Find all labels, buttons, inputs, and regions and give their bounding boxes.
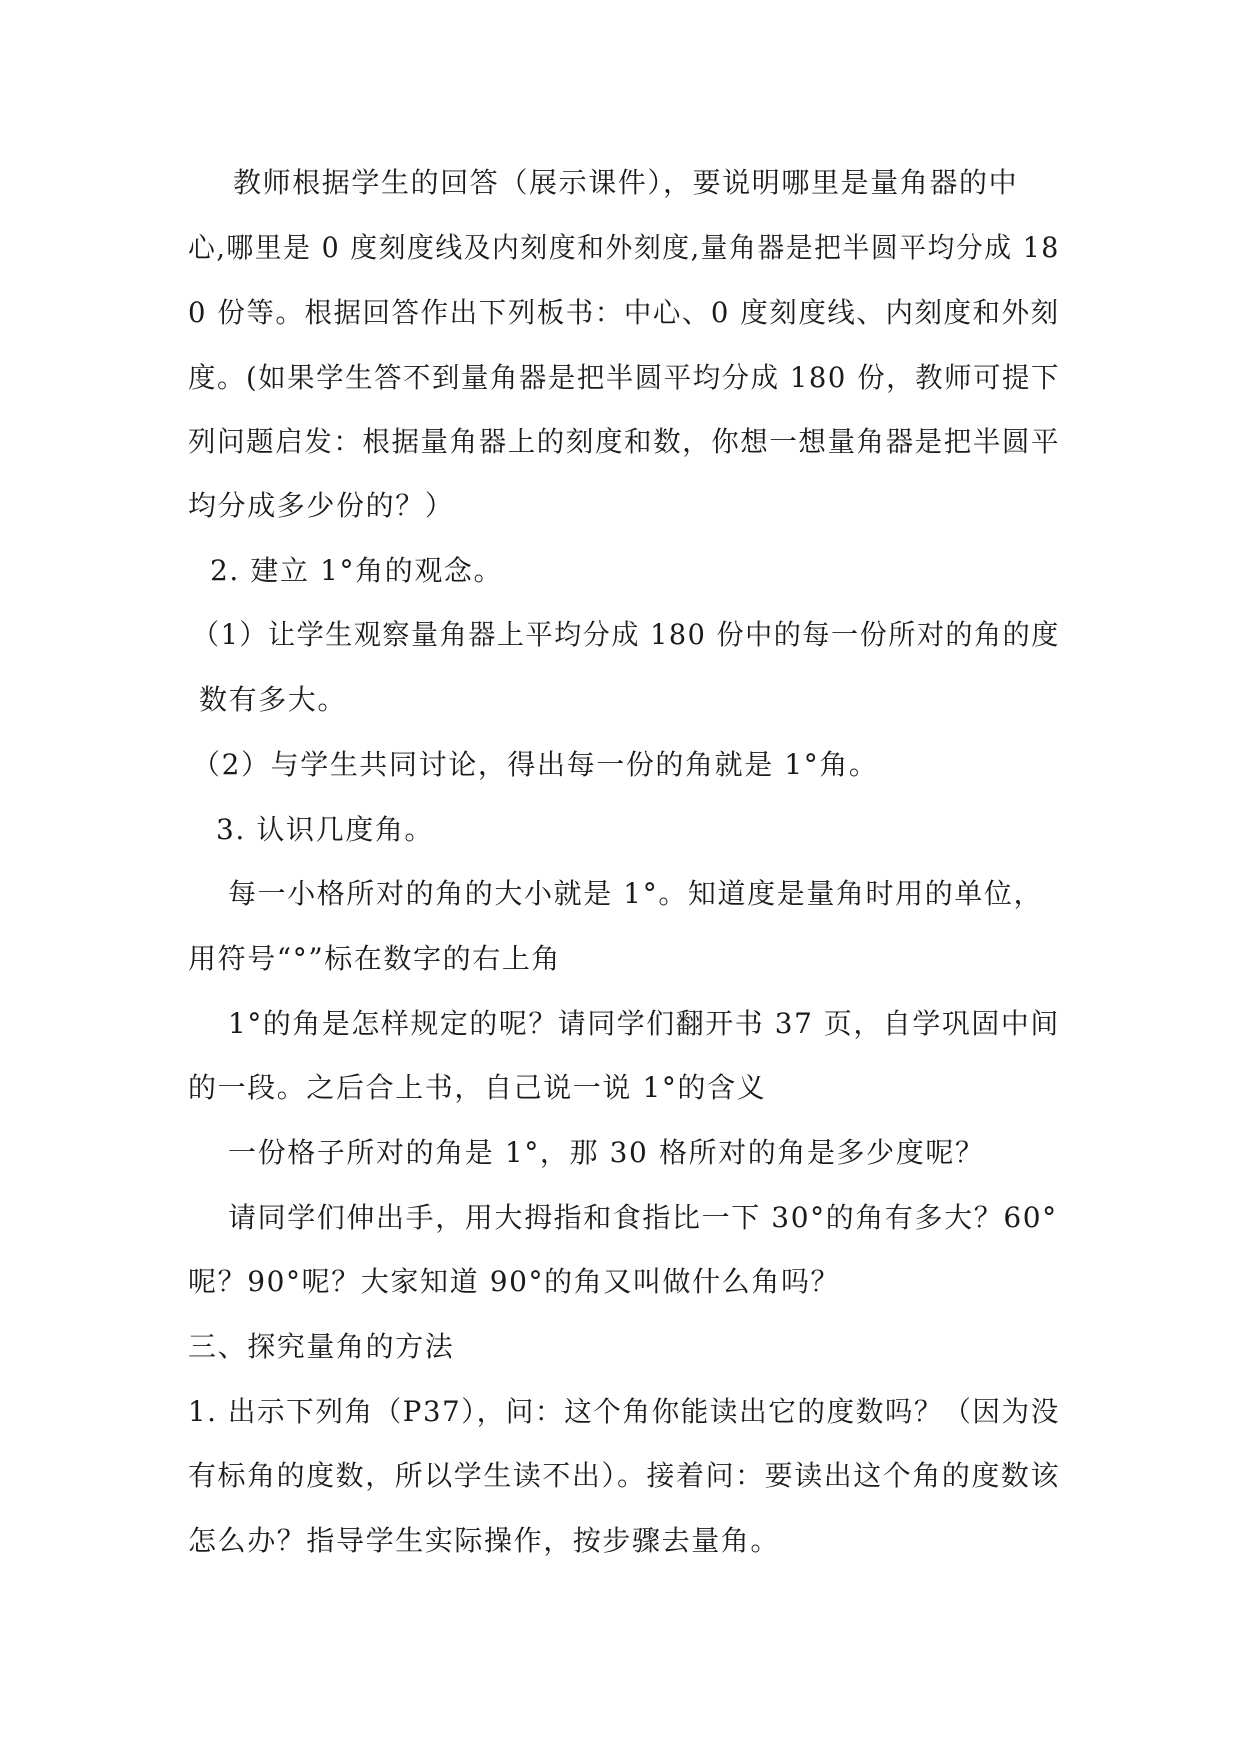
paragraph-line: 列问题启发：根据量角器上的刻度和数，你想一想量角器是把半圆平 — [188, 425, 1061, 458]
paragraph-line: 一份格子所对的角是 1°，那 30 格所对的角是多少度呢？ — [228, 1136, 985, 1169]
section-heading: 2. 建立 1°角的观念。 — [210, 554, 504, 587]
section-heading: 三、探究量角的方法 — [188, 1330, 455, 1363]
paragraph-line: 心,哪里是 0 度刻度线及内刻度和外刻度,量角器是把半圆平均分成 18 — [188, 231, 1060, 264]
paragraph-line: 数有多大。 — [199, 683, 348, 716]
paragraph-line: 0 份等。根据回答作出下列板书：中心、0 度刻度线、内刻度和外刻 — [188, 296, 1060, 329]
paragraph-line: 的一段。之后合上书，自己说一说 1°的含义 — [188, 1071, 767, 1104]
paragraph-line: 有标角的度数，所以学生读不出）。接着问：要读出这个角的度数该 — [188, 1459, 1061, 1492]
paragraph-line: 用符号“°”标在数字的右上角 — [188, 942, 562, 975]
paragraph-line: （1）让学生观察量角器上平均分成 180 份中的每一份所对的角的度 — [192, 618, 1060, 651]
paragraph-line: 1. 出示下列角（P37），问：这个角你能读出它的度数吗？（因为没 — [188, 1395, 1060, 1428]
paragraph-line: 均分成多少份的？） — [188, 489, 455, 522]
section-heading: 3. 认识几度角。 — [216, 813, 435, 846]
paragraph-line: 请同学们伸出手，用大拇指和食指比一下 30°的角有多大？60° — [228, 1201, 1058, 1234]
paragraph-line: 教师根据学生的回答（展示课件），要说明哪里是量角器的中 — [233, 166, 1019, 199]
paragraph-line: 怎么办？指导学生实际操作，按步骤去量角。 — [188, 1524, 781, 1557]
paragraph-line: 度。(如果学生答不到量角器是把半圆平均分成 180 份，教师可提下 — [188, 361, 1061, 394]
paragraph-line: 1°的角是怎样规定的呢？请同学们翻开书 37 页，自学巩固中间 — [228, 1007, 1060, 1040]
paragraph-line: 每一小格所对的角的大小就是 1°。知道度是量角时用的单位， — [228, 877, 1044, 910]
paragraph-line: （2）与学生共同讨论，得出每一份的角就是 1°角。 — [192, 748, 879, 781]
paragraph-line: 呢？90°呢？大家知道 90°的角又叫做什么角吗？ — [188, 1265, 841, 1298]
